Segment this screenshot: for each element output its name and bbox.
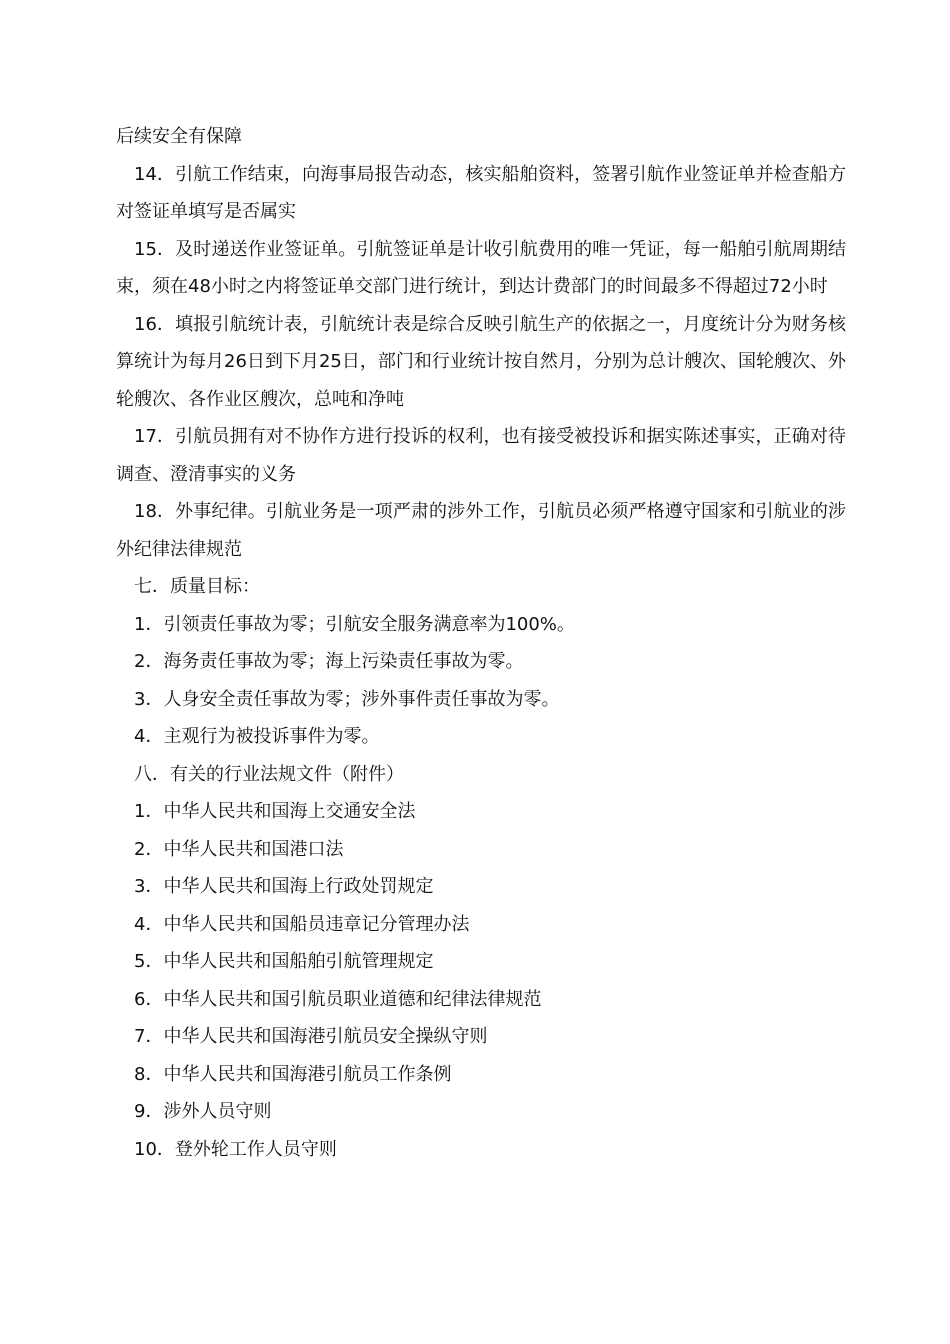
list-item-quality-4: 4．主观行为被投诉事件为零。 <box>134 726 380 747</box>
list-item-regulation-4: 4．中华人民共和国船员违章记分管理办法 <box>134 913 470 935</box>
list-item-regulation-10: 10．登外轮工作人员守则 <box>134 1138 337 1160</box>
list-item-regulation-3: 3．中华人民共和国海上行政处罚规定 <box>134 876 434 897</box>
list-item-regulation-2: 2．中华人民共和国港口法 <box>134 838 344 860</box>
list-item-regulation-8: 8．中华人民共和国海港引航员工作条例 <box>134 1063 452 1085</box>
list-item-regulation-5: 5．中华人民共和国船舶引航管理规定 <box>134 951 434 972</box>
paragraph-continuation: 后续安全有保障 <box>116 126 242 147</box>
paragraph-item-16: 16．填报引航统计表，引航统计表是综合反映引航生产的依据之一，月度统计分为财务核算统计为每月26日到下月25日，部门和行业统计按自然月，分别为总计艘次、国轮艘次、外轮艘次、各作业区艘次，总吨和净吨 <box>116 313 846 410</box>
list-item-regulation-9: 9．涉外人员守则 <box>134 1101 272 1122</box>
paragraph-item-15: 15．及时递送作业签证单。引航签证单是计收引航费用的唯一凭证，每一船舶引航周期结束，须在48小时之内将签证单交部门进行统计，到达计费部门的时间最多不得超过72小时 <box>116 238 846 297</box>
list-item-quality-3: 3．人身安全责任事故为零；涉外事件责任事故为零。 <box>134 688 560 710</box>
section-heading-quality: 七．质量目标： <box>134 576 260 597</box>
paragraph-item-17: 17．引航员拥有对不协作方进行投诉的权利，也有接受被投诉和据实陈述事实，正确对待调查、澄清事实的义务 <box>116 426 846 485</box>
paragraph-item-18: 18．外事纪律。引航业务是一项严肃的涉外工作，引航员必须严格遵守国家和引航业的涉外纪律法律规范 <box>116 501 846 560</box>
section-heading-regulations: 八．有关的行业法规文件（附件） <box>134 763 404 785</box>
list-item-quality-1: 1．引领责任事故为零；引航安全服务满意率为100%。 <box>134 613 575 635</box>
document-body <box>116 118 846 1168</box>
paragraph-item-14: 14．引航工作结束，向海事局报告动态，核实船舶资料，签署引航作业签证单并检查船方对签证单填写是否属实 <box>116 163 846 222</box>
list-item-regulation-6: 6．中华人民共和国引航员职业道德和纪律法律规范 <box>134 988 542 1010</box>
list-item-quality-2: 2．海务责任事故为零；海上污染责任事故为零。 <box>134 651 524 672</box>
list-item-regulation-7: 7．中华人民共和国海港引航员安全操纵守则 <box>134 1026 488 1047</box>
list-item-regulation-1: 1．中华人民共和国海上交通安全法 <box>134 801 416 822</box>
